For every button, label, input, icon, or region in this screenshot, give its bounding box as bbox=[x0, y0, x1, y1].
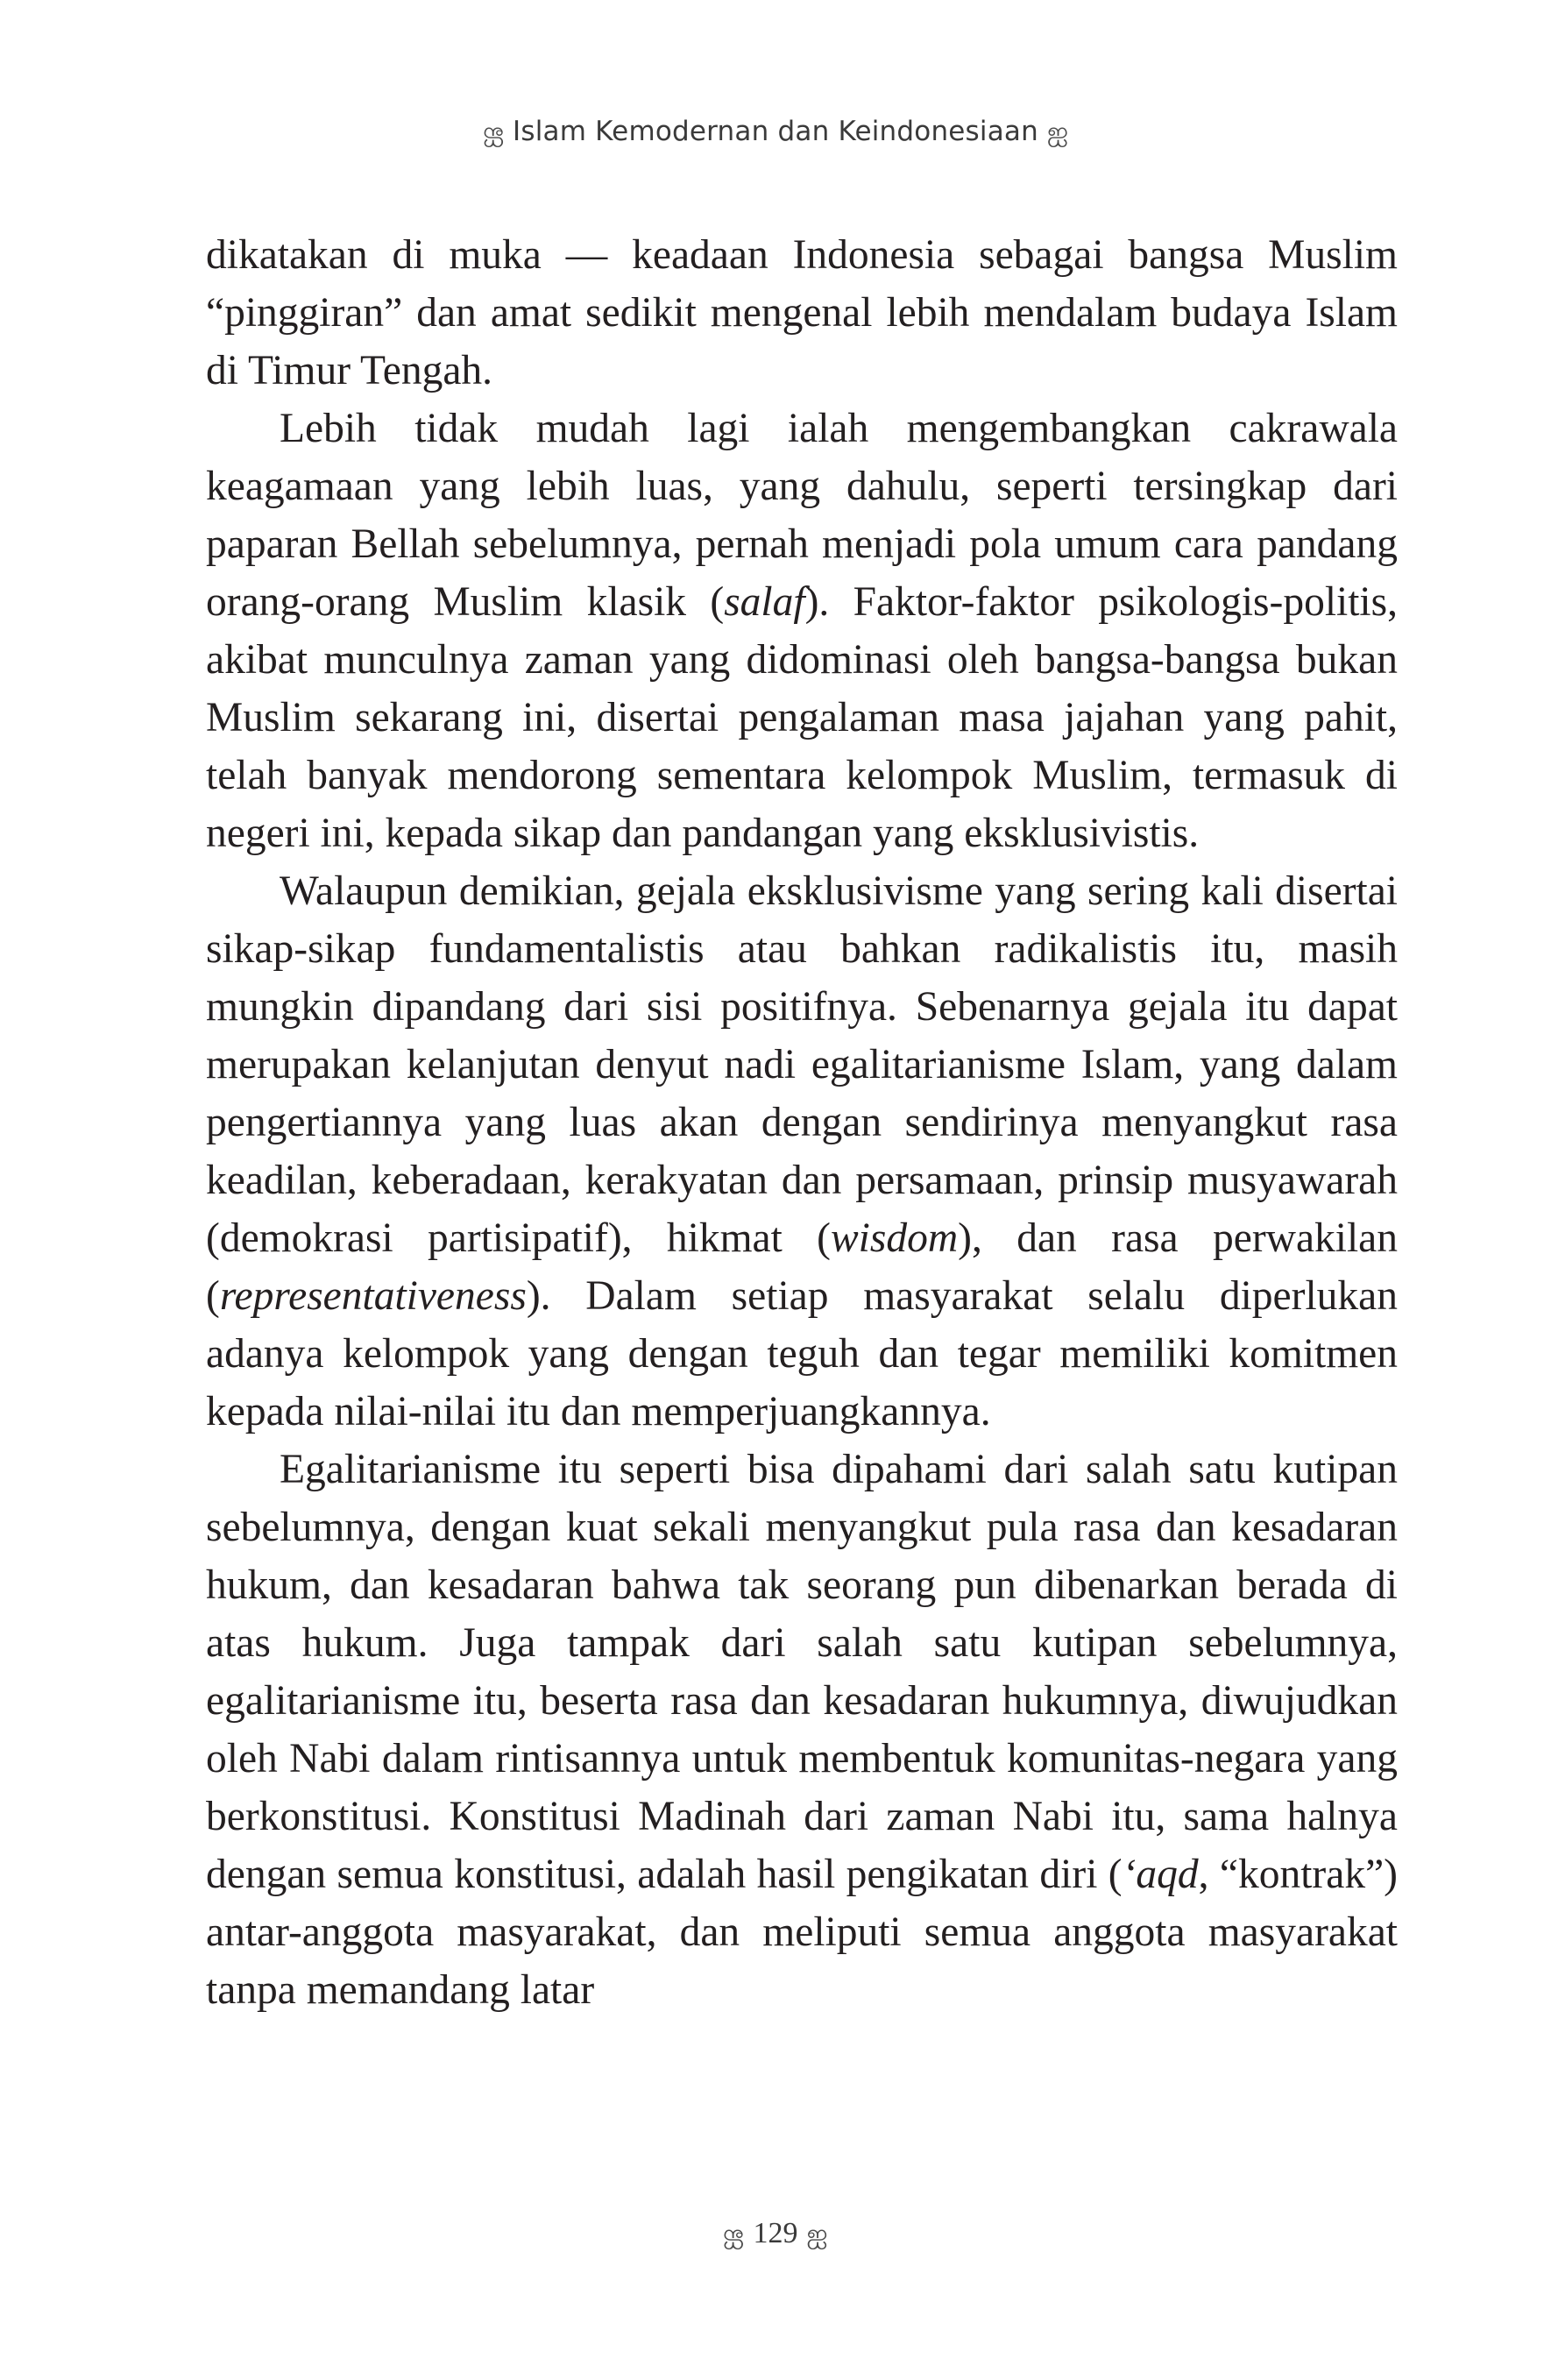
ornament-left-icon: ஐ bbox=[723, 2219, 745, 2249]
paragraph-2: Lebih tidak mudah lagi ialah mengembangkan cakrawala keagamaan yang lebih luas, yang dahulu, seperti tersingkap dari paparan Bellah sebelumnya, pernah menjadi pola umum cara pandang orang-orang Muslim klasik (salaf). Faktor-faktor psikologis-politis, akibat munculnya zaman yang didominasi oleh bangsa-bangsa bukan Muslim sekarang ini, disertai pengalaman masa jajahan yang pahit, telah banyak mendorong sementara kelompok Muslim, termasuk di negeri ini, kepada sikap dan pandangan yang eksklusivistis. bbox=[206, 406, 1398, 856]
ornament-right-icon: ஐ bbox=[1046, 117, 1069, 147]
paragraph-4: Egalitarianisme itu seperti bisa dipahami dari salah satu kutipan sebelumnya, dengan kuat sekali menyangkut pula rasa dan kesadaran hukum, dan kesadaran bahwa tak seorang pun dibenarkan berada di atas hukum. Juga tampak dari salah satu kutipan sebelumnya, egalitarianisme itu, beserta rasa dan kesadaran hukumnya, diwujudkan oleh Nabi dalam rintisannya untuk membentuk komunitas-negara yang berkonstitusi. Konstitusi Madinah dari zaman Nabi itu, sama halnya dengan semua konstitusi, adalah hasil pengikatan diri (‘aqd, “kontrak”) antar-anggota masyarakat, dan meliputi semua anggota masyarakat tanpa memandang latar bbox=[206, 1447, 1398, 2013]
running-header bbox=[0, 116, 1551, 151]
paragraph-3: Walaupun demikian, gejala eksklusivisme yang sering kali disertai sikap-sikap fundamentalistis atau bahkan radikalistis itu, masih mungkin dipandang dari sisi positifnya. Sebenarnya gejala itu dapat merupakan kelanjutan denyut nadi egalitarianisme Islam, yang dalam pengertiannya yang luas akan dengan sendirinya menyangkut rasa keadilan, keberadaan, kerakyatan dan persamaan, prinsip musyawarah (demokrasi partisipatif), hikmat (wisdom), dan rasa perwakilan (representativeness). Dalam setiap masyarakat selalu diperlukan adanya kelompok yang dengan teguh dan tegar memiliki komitmen kepada nilai-nilai itu dan memperjuangkannya. bbox=[206, 868, 1398, 1434]
body-text bbox=[206, 226, 1398, 2019]
italic-term: salaf bbox=[724, 579, 805, 625]
ornament-right-icon: ஐ bbox=[806, 2219, 828, 2249]
paragraph-1: dikatakan di muka — keadaan Indonesia sebagai bangsa Muslim “pinggiran” dan amat sedikit mengenal lebih mendalam budaya Islam di Timur Tengah. bbox=[206, 232, 1398, 393]
page-number: 129 bbox=[753, 2217, 798, 2249]
running-header-title: Islam Kemodernan dan Keindonesiaan bbox=[513, 116, 1038, 147]
page-footer bbox=[0, 2217, 1551, 2253]
ornament-left-icon: ஐ bbox=[482, 117, 505, 147]
italic-term: ‘aqd bbox=[1122, 1852, 1199, 1897]
italic-term: representativeness bbox=[219, 1273, 527, 1319]
italic-term: wisdom bbox=[830, 1215, 959, 1261]
